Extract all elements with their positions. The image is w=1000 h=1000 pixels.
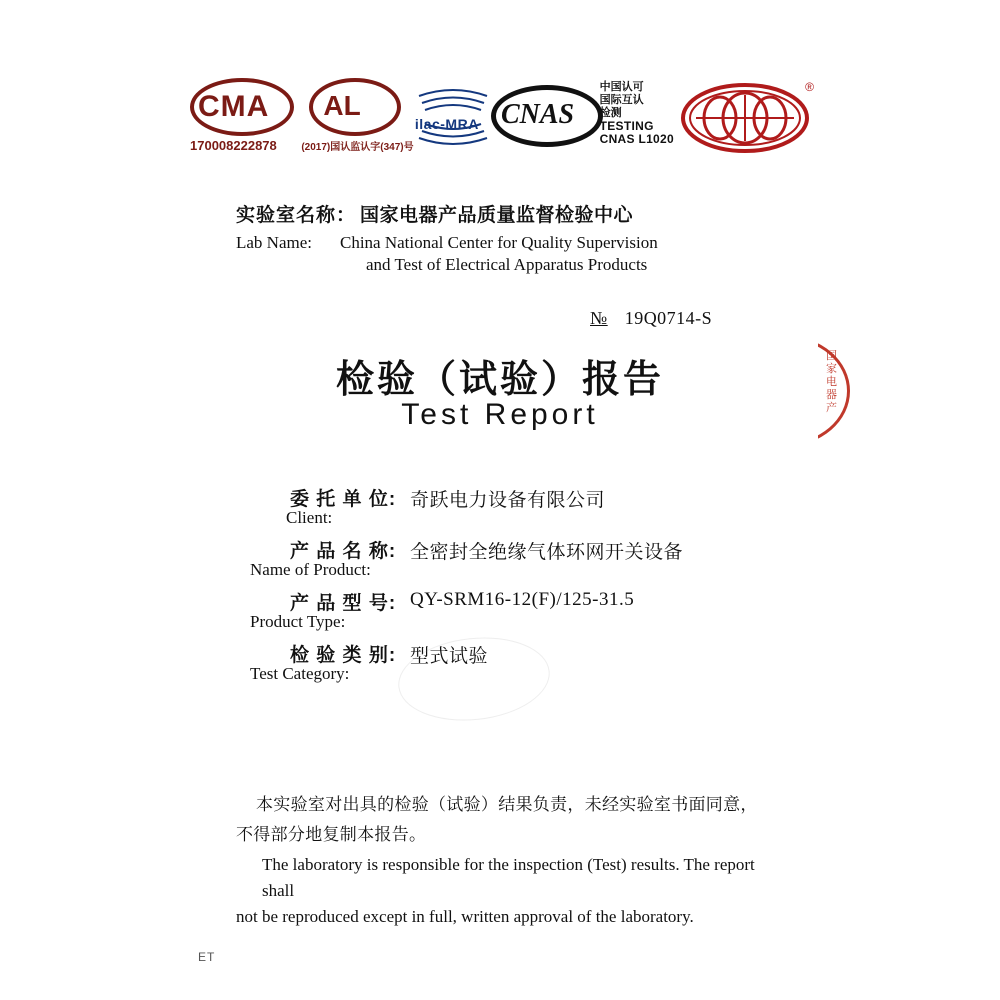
cnas-line-testing: TESTING: [599, 119, 654, 133]
ilac-mra-label: ilac-MRA: [414, 116, 479, 132]
organization-red-logo: [680, 80, 814, 154]
report-number-symbol: №: [590, 308, 608, 328]
lab-name-en-row: [236, 232, 796, 276]
disclaimer-note-cn-line1: 本实验室对出具的检验（试验）结果负责，未经实验室书面同意，: [256, 795, 758, 814]
cnas-logo: [489, 83, 594, 153]
seal-partial-text: 国家电器产: [826, 350, 837, 414]
field-test-category-value: 型式试验: [410, 646, 489, 667]
registered-trademark-icon: ®: [805, 80, 814, 94]
field-client-en-label: Client:: [286, 508, 333, 527]
cma-number: 170008222878: [190, 138, 277, 153]
field-product-name-value: 全密封全绝缘气体环网开关设备: [410, 542, 684, 563]
field-product-type-en-label: Product Type:: [250, 612, 346, 631]
disclaimer-note-en: [236, 852, 781, 930]
field-test-category: [250, 640, 870, 692]
field-product-type: [250, 588, 870, 640]
disclaimer-note-cn-line2: 不得部分地复制本报告。: [236, 825, 427, 844]
report-fields: [250, 484, 870, 692]
accreditation-logo-strip: [190, 78, 814, 158]
ilac-mra-logo: [409, 86, 487, 150]
field-client: [250, 484, 870, 536]
field-product-type-value: QY-SRM16-12(F)/125-31.5: [410, 589, 635, 610]
field-test-category-en-label: Test Category:: [250, 664, 350, 683]
cnas-line-cn1: 中国认可: [599, 81, 644, 93]
organization-emblem-icon: [680, 82, 810, 154]
field-product-name: [250, 536, 870, 588]
report-number-value: 19Q0714-S: [624, 308, 713, 328]
lab-name-block: [236, 200, 796, 276]
cnas-line-cn2: 国际互认: [599, 94, 644, 106]
disclaimer-note-cn: [236, 790, 776, 850]
cal-label: AL: [323, 90, 361, 121]
report-title-cn: 检验（试验）报告: [335, 359, 664, 401]
partial-red-seal: [818, 336, 854, 446]
report-number: [590, 308, 712, 329]
field-test-category-cn-label: 检 验 类 别:: [290, 645, 397, 666]
corner-mark: ET: [198, 950, 216, 964]
lab-name-en-line2: and Test of Electrical Apparatus Products: [366, 255, 648, 274]
lab-name-en-line1: China National Center for Quality Supervision: [340, 233, 658, 252]
cal-number: (2017)国认监认字(347)号: [301, 142, 414, 153]
cma-label: CMA: [198, 90, 270, 123]
field-client-cn-label: 委 托 单 位:: [290, 489, 397, 510]
field-product-name-cn-label: 产 品 名 称:: [290, 541, 397, 562]
disclaimer-note-en-line2: not be reproduced except in full, written approval of the laboratory.: [236, 907, 694, 926]
field-client-value: 奇跃电力设备有限公司: [410, 490, 606, 511]
lab-name-cn-value: 国家电器产品质量监督检验中心: [360, 205, 634, 226]
lab-name-cn-label: 实验室名称：: [236, 205, 357, 226]
lab-name-cn-row: [236, 200, 796, 227]
lab-name-en-value: [340, 232, 658, 276]
cma-accreditation-logo: [190, 78, 289, 158]
cal-accreditation-logo: [301, 78, 414, 158]
cnas-line-cn3: 检测: [599, 107, 622, 119]
cnas-line-code: CNAS L1020: [599, 132, 674, 146]
field-product-name-en-label: Name of Product:: [250, 560, 371, 579]
lab-name-en-label: Lab Name:: [236, 233, 312, 252]
cnas-accreditation-text-block: [600, 81, 674, 155]
disclaimer-note-en-line1: The laboratory is responsible for the inspection (Test) results. The report shall: [262, 855, 755, 900]
field-product-type-cn-label: 产 品 型 号:: [290, 593, 397, 614]
report-title-en: Test Report: [401, 398, 599, 431]
cnas-label: CNAS: [500, 99, 575, 130]
